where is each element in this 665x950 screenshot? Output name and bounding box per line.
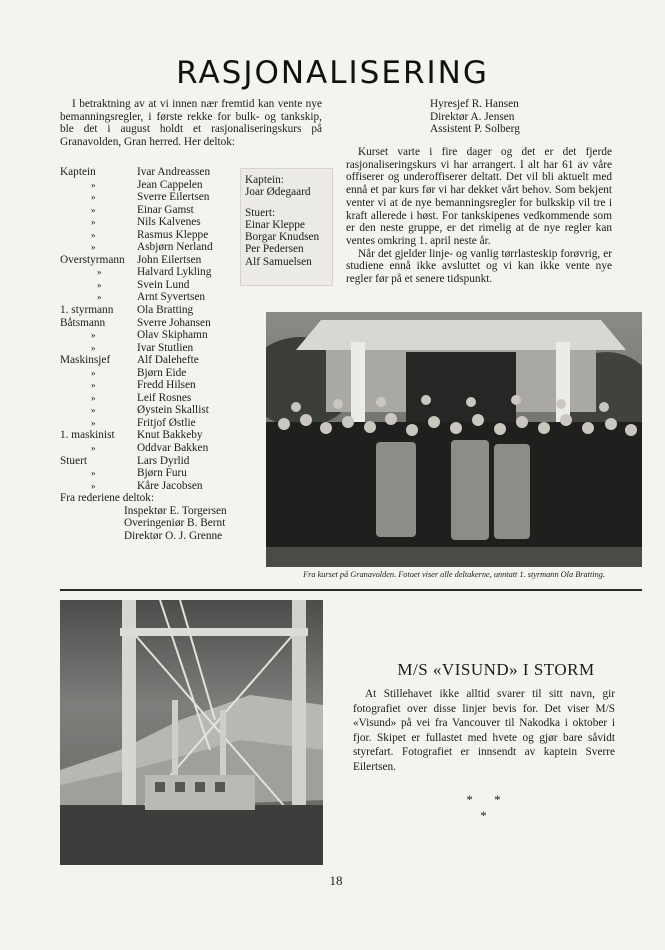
- roster-row: [60, 417, 270, 430]
- roster-name: Oddvar Bakken: [137, 442, 209, 455]
- steward-name: Alf Samuelsen: [245, 255, 312, 268]
- roster-name: Halvard Lykling: [137, 266, 212, 279]
- roster-row: [60, 254, 270, 267]
- roster-name: Ivar Stutlien: [137, 341, 194, 354]
- roster-row: [60, 329, 270, 342]
- roster-role: »: [97, 279, 102, 290]
- roster-row: [60, 241, 270, 254]
- roster-name: Leif Rosnes: [137, 391, 192, 404]
- roster-name: Ola Bratting: [137, 304, 194, 317]
- roster-role: Maskinsjef: [60, 354, 111, 367]
- roster-name: Bjørn Furu: [137, 467, 187, 480]
- owner-item: Inspektør E. Torgersen: [124, 504, 227, 517]
- roster-name: Asbjørn Nerland: [137, 241, 213, 254]
- owner-item: Direktør O. J. Grenne: [124, 529, 223, 542]
- roster-role: 1. styrmann: [60, 304, 114, 317]
- roster-row: [60, 166, 270, 179]
- steward-name: Einar Kleppe: [245, 218, 305, 231]
- roster-row: [60, 354, 270, 367]
- roster-role: Overstyrmann: [60, 253, 125, 266]
- steward-name: Borgar Knudsen: [245, 231, 320, 244]
- captain-name: Joar Ødegaard: [245, 186, 311, 199]
- roster-name: Einar Gamst: [137, 203, 194, 216]
- roster-name: Lars Dyrlid: [137, 454, 190, 467]
- roster-role: »: [91, 229, 96, 240]
- group-photo-caption: Fra kurset på Granavolden. Fotoet viser alle deltakerne, unntatt 1. styrmann Ola Bratting.: [303, 570, 605, 579]
- roster-name: Arnt Syvertsen: [137, 291, 206, 304]
- participant-roster: [60, 166, 270, 542]
- roster-name: Knut Bakkeby: [137, 429, 203, 442]
- roster-role: »: [91, 192, 96, 203]
- roster-name: Olav Skiphamn: [137, 329, 208, 342]
- roster-role: »: [91, 468, 96, 479]
- roster-row: [60, 392, 270, 405]
- roster-role: »: [91, 417, 96, 428]
- roster-row: [60, 304, 270, 317]
- body-paragraph: Kurset varte i fire dager og det er det fjerde rasjonaliseringskurs vi har arrangert. I alt har 61 av våre offiserer og underoffiserer deltatt. Det vil bli aktuelt med ennå et par kurs før vi har dekket vårt behov. Som bekjent venter vi at de nye bemanningsregler for bulkskip vil tre i kraft allerede i høst. For tankskipenes vedkommende som er den neste gruppe, er det rimelig at de nye regler kan ventes omkring 1. april neste år.: [346, 146, 612, 247]
- roster-row: [60, 480, 270, 493]
- roster-name: John Eilertsen: [137, 253, 202, 266]
- page-number: 18: [329, 873, 343, 888]
- roster-name: Alf Dalehefte: [137, 354, 199, 367]
- roster-row: [60, 191, 270, 204]
- roster-role: »: [91, 405, 96, 416]
- roster-row: [60, 379, 270, 392]
- roster-role: »: [91, 367, 96, 378]
- roster-row: [60, 229, 270, 242]
- ship-photo: [60, 600, 323, 865]
- staff-item: Hyresjef R. Hansen: [430, 98, 519, 110]
- roster-name: Nils Kalvenes: [137, 216, 201, 229]
- roster-role: Båtsmann: [60, 316, 106, 329]
- roster-name: Kåre Jacobsen: [137, 479, 203, 492]
- roster-name: Rasmus Kleppe: [137, 228, 209, 241]
- roster-name: Ivar Andreassen: [137, 166, 211, 178]
- roster-role: »: [91, 217, 96, 228]
- course-article-body: [346, 146, 612, 286]
- staff-list: [430, 98, 610, 136]
- group-photo: [266, 312, 642, 567]
- roster-row: [60, 317, 270, 330]
- roster-role: Kaptein: [60, 166, 96, 178]
- roster-row: [60, 467, 270, 480]
- staff-item: Direktør A. Jensen: [430, 110, 515, 123]
- owner-item: Overingeniør B. Bernt: [124, 517, 226, 530]
- roster-row: [60, 291, 270, 304]
- roster-role: »: [97, 267, 102, 278]
- captain-label: Kaptein:: [245, 174, 284, 186]
- roster-row: [60, 216, 270, 229]
- section-divider: [60, 589, 642, 591]
- roster-role: »: [91, 380, 96, 391]
- roster-role: »: [91, 204, 96, 215]
- roster-role: »: [91, 330, 96, 341]
- staff-item: Assistent P. Solberg: [430, 123, 520, 136]
- roster-row: [60, 442, 270, 455]
- page-title: RASJONALISERING: [176, 55, 489, 91]
- intro-paragraph: I betraktning av at vi innen nær fremtid kan vente nye bemanningsregler, i første rekke for bulk- og tankskip, ble det i august holdt et rasjonaliseringskurs på Granavolden, Gran herred. Her deltok:: [60, 98, 322, 149]
- visund-title: M/S «VISUND» I STORM: [397, 660, 595, 679]
- roster-role: »: [91, 392, 96, 403]
- steward-name: Per Pedersen: [245, 243, 304, 256]
- roster-name: Svein Lund: [137, 278, 190, 291]
- roster-row: [60, 279, 270, 292]
- visund-body: At Stillehavet ikke alltid svarer til sitt navn, gir fotografiet over disse linjer bevis for. Det viser M/S «Visund» på vei fra Vancouver til Nakodka i oktober i fjor. Skipet er fullastet med hvete og gjør bare såvidt styrefart. Fotografiet er innsendt av kaptein Sverre Eilertsen.: [353, 688, 615, 773]
- roster-role: »: [91, 443, 96, 454]
- roster-row: [60, 179, 270, 192]
- roster-role: »: [91, 179, 96, 190]
- from-owners-label: Fra rederiene deltok:: [60, 492, 155, 505]
- steward-label: Stuert:: [245, 206, 276, 219]
- roster-row: [60, 429, 270, 442]
- roster-role: »: [91, 480, 96, 491]
- roster-name: Sverre Johansen: [137, 316, 211, 329]
- roster-role: 1. maskinist: [60, 429, 115, 442]
- roster-name: Fredd Hilsen: [137, 379, 196, 392]
- roster-name: Fritjof Østlie: [137, 416, 196, 429]
- roster-row: [60, 455, 270, 468]
- roster-name: Jean Cappelen: [137, 178, 203, 191]
- crew-box: [240, 168, 333, 286]
- roster-role: »: [91, 242, 96, 253]
- roster-name: Øystein Skallist: [137, 404, 209, 417]
- roster-role: Stuert: [60, 454, 87, 467]
- roster-name: Sverre Eilertsen: [137, 191, 210, 204]
- roster-role: »: [97, 292, 102, 303]
- roster-name: Bjørn Eide: [137, 366, 187, 379]
- roster-row: [60, 404, 270, 417]
- roster-row: [60, 342, 270, 355]
- body-paragraph: Når det gjelder linje- og vanlig tørrlasteskip forøvrig, er studiene ennå ikke avsluttet og vi kan ikke vente nye regler før på et senere tidspunkt.: [346, 247, 612, 286]
- roster-row: [60, 266, 270, 279]
- roster-role: »: [91, 342, 96, 353]
- roster-row: [60, 367, 270, 380]
- section-end-stars: * * *: [466, 792, 510, 823]
- roster-row: [60, 204, 270, 217]
